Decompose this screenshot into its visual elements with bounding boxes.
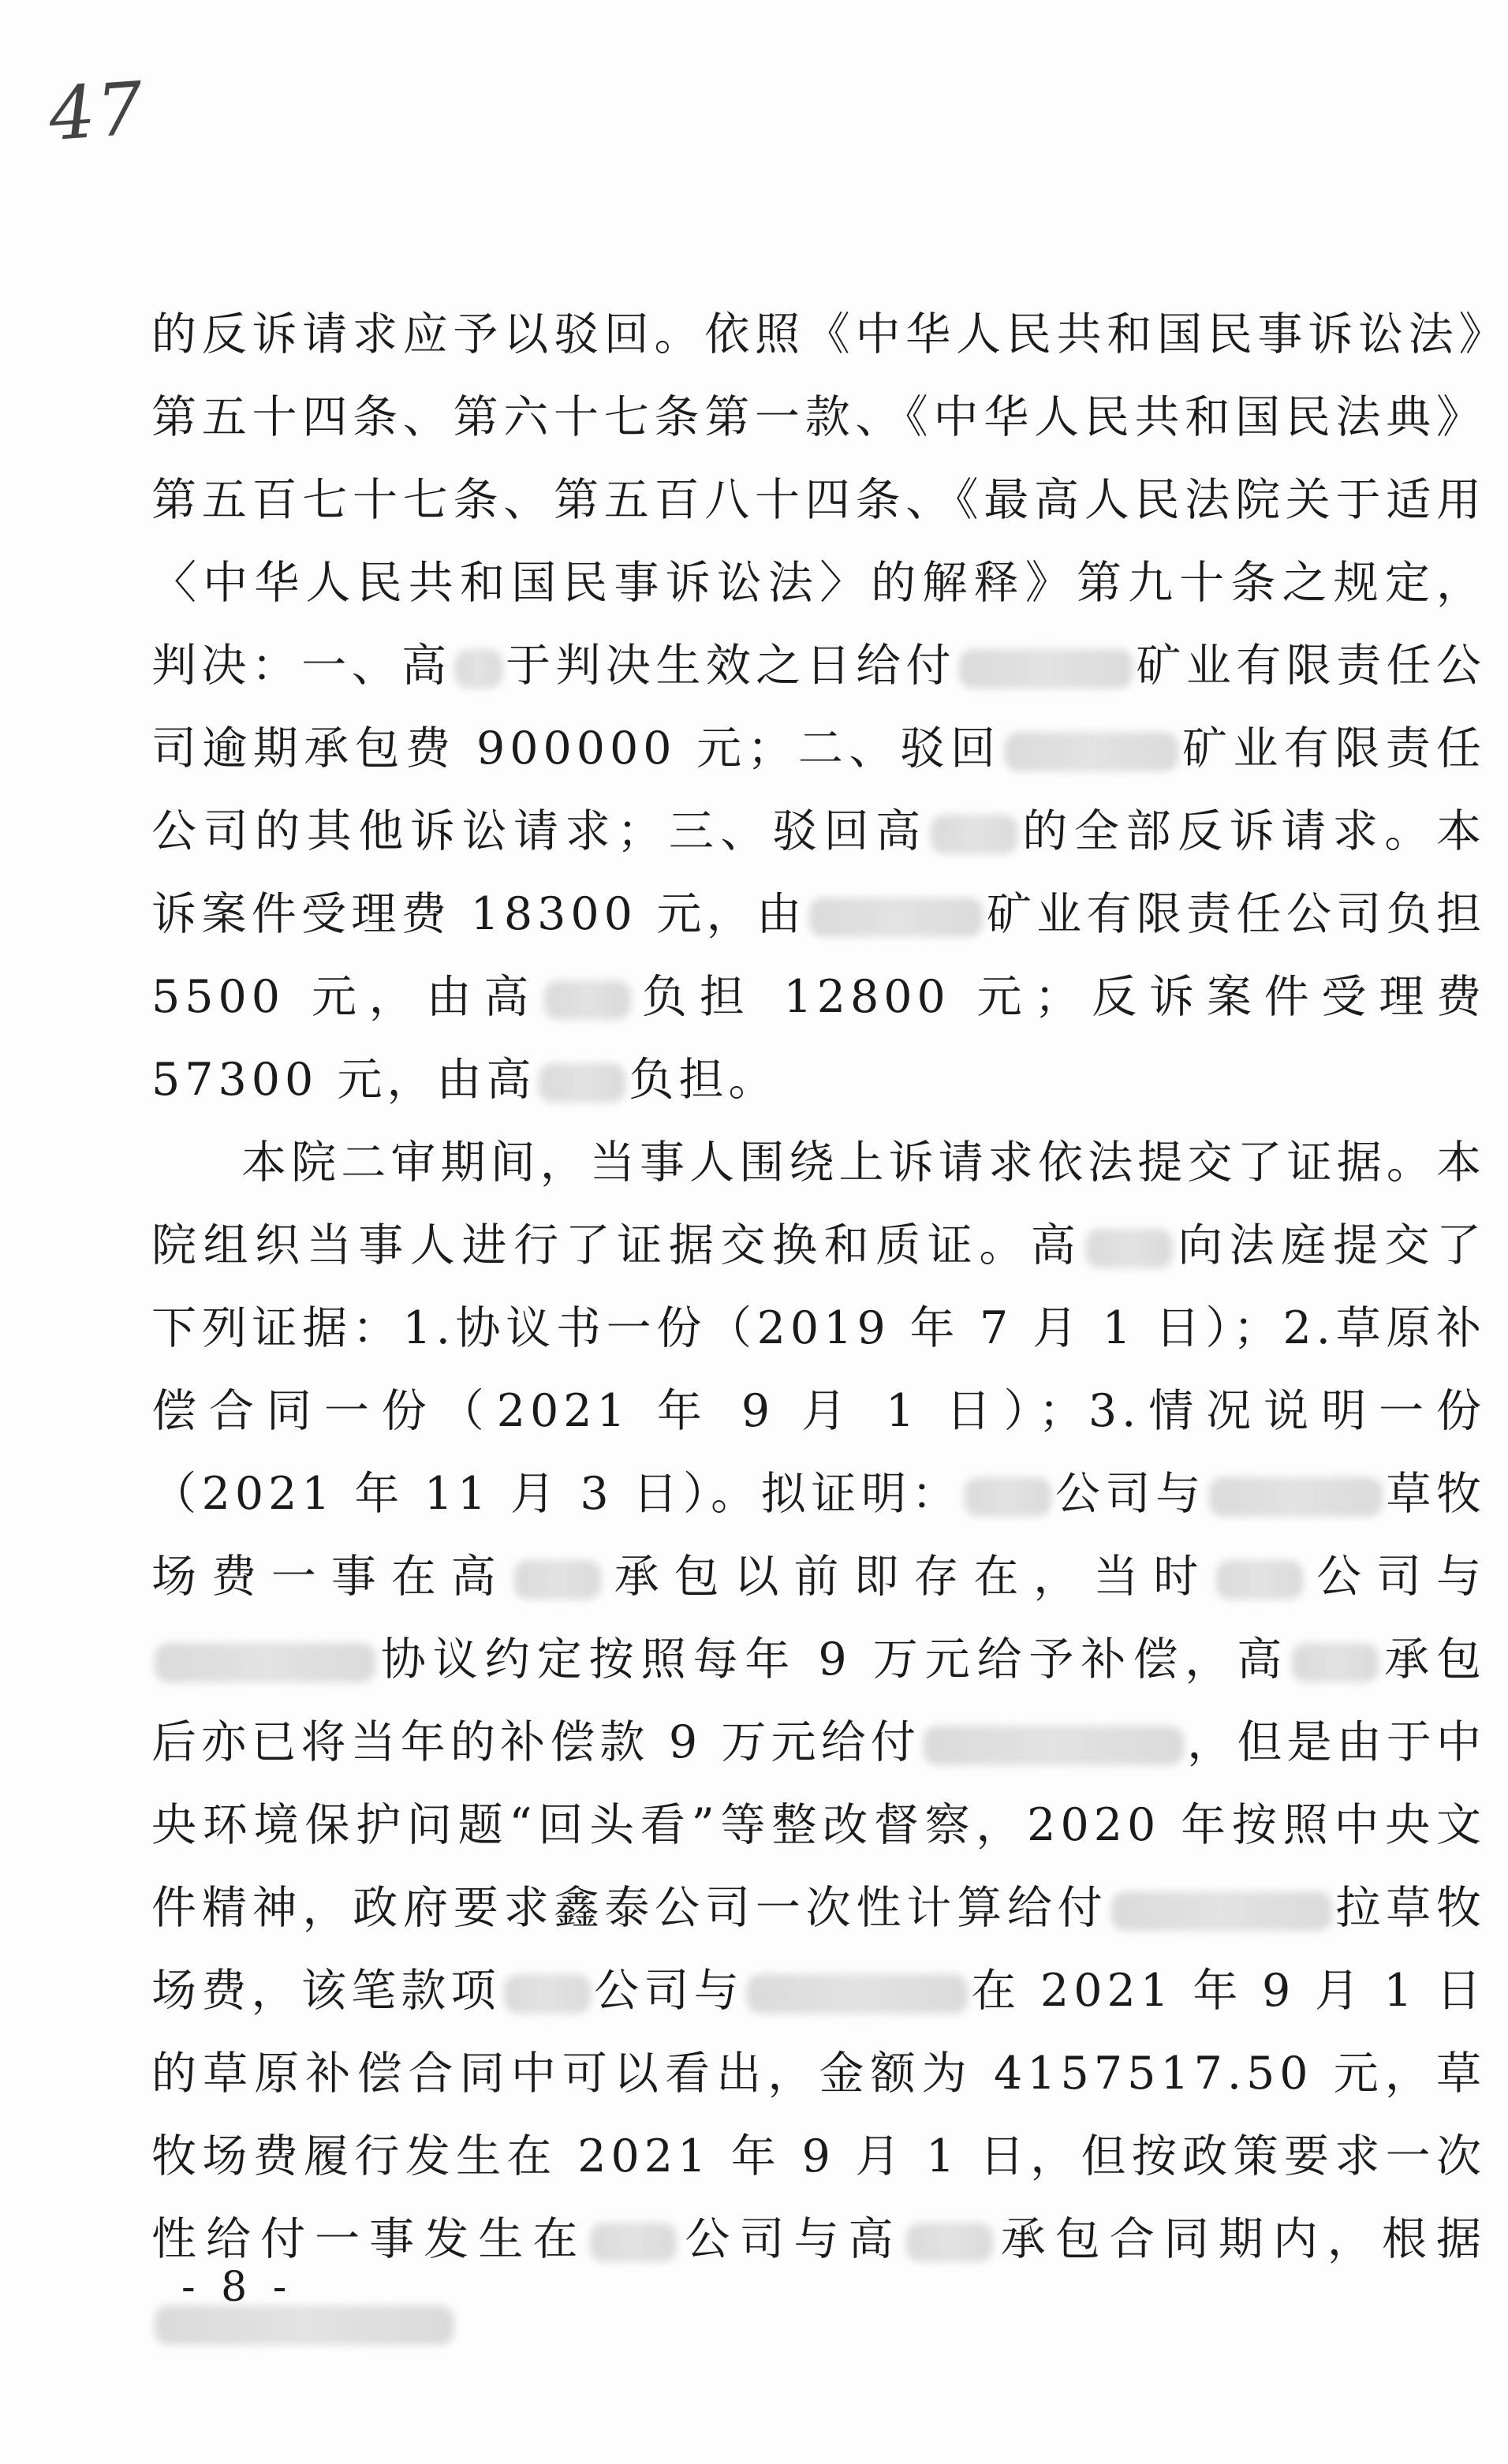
text-segment: 的反诉请求应予以驳回。依照《中华人民共和国民事诉讼法》第五十四条、第六十七条第一款、《中华人民共和国民法典》第五百七十七条、第五百八十四条、《最高人民法院关于适用〈中华人民共和国民事诉讼法〉的解释》第九十条之规定，判决：一、高: [151, 308, 1486, 692]
text-segment: 于判决生效之日给付: [505, 640, 956, 692]
text-segment: 的全部反诉请求。本诉案件受理费 18300 元，由: [151, 805, 1486, 940]
text-segment: 公司与: [1054, 1468, 1206, 1520]
redacted-company-short: [1216, 1560, 1303, 1600]
redacted-place-name: [1111, 1891, 1332, 1931]
text-segment: 向法庭提交了下列证据：1.协议书一份（2019 年 7 月 1 日）；2.草原补偿合同一份（2021 年 9 月 1 日）；3.情况说明一份（2021 年 11 月 3 日）。拟证明：: [151, 1219, 1486, 1520]
redacted-place-name: [924, 1726, 1184, 1765]
text-segment: 在 2021 年 9 月 1 日的草原补偿合同中可以看出，金额为 4157517.50 元，草牧场费履行发生在 2021 年 9 月 1 日，但按政策要求一次性给付一事发生在: [151, 1965, 1487, 2265]
redacted-company-name: [959, 649, 1133, 689]
redacted-name: [544, 980, 631, 1020]
text-segment: 负担。: [629, 1054, 778, 1106]
text-segment: 公司与: [1306, 1551, 1487, 1603]
text-segment: 承包以前即存在，当时: [603, 1551, 1214, 1603]
redacted-company-short: [965, 1477, 1051, 1517]
judgment-body-text: [151, 293, 1486, 2364]
redacted-name: [1292, 1643, 1379, 1682]
redacted-name: [514, 1560, 601, 1600]
redacted-name: [931, 815, 1017, 854]
text-segment: 矿业有限责任公司逾期承包费 900000 元；二、驳回: [151, 640, 1487, 775]
redacted-place-name: [155, 1643, 375, 1682]
paragraph-second-instance-evidence: [151, 1122, 1486, 2364]
redacted-name: [539, 1063, 625, 1103]
redacted-place-name: [747, 1974, 968, 2014]
redacted-name: [1086, 1229, 1173, 1268]
text-segment: 承包合同期内，根据: [995, 2213, 1487, 2265]
text-segment: ，但是由于中央环境保护问题“回头看”等整改督察，2020 年按照中央文件精神，政府要求鑫泰公司一次性计算给付: [151, 1716, 1486, 1934]
text-segment: 拉草牧场费，该笔款项: [151, 1882, 1487, 2017]
text-segment: 公司与: [593, 1965, 744, 2017]
text-segment: 负担 12800 元；反诉案件受理费 57300 元，由高: [151, 971, 1486, 1106]
paragraph-judgment: [151, 293, 1486, 1122]
text-segment: 公司与高: [680, 2213, 903, 2265]
text-segment: 承包后亦已将当年的补偿款 9 万元给付: [151, 1633, 1486, 1768]
redacted-name: [455, 649, 502, 689]
redacted-place-name: [155, 2305, 454, 2345]
redacted-company-name: [809, 898, 983, 937]
text-segment: 草牧场费一事在高: [151, 1468, 1487, 1603]
text-segment: 矿业有限责任公司的其他诉讼请求；三、驳回高: [151, 722, 1487, 857]
text-segment: 协议约定按照每年 9 万元给予补偿，高: [379, 1633, 1290, 1686]
text-segment: 矿业有限责任公司负担 5500 元，由高: [151, 888, 1487, 1023]
redacted-name: [906, 2223, 993, 2262]
redacted-company-name: [1005, 732, 1178, 771]
redacted-place-name: [1209, 1477, 1383, 1517]
redacted-company-short: [590, 2223, 677, 2262]
text-segment: 本院二审期间，当事人围绕上诉请求依法提交了证据。本院组织当事人进行了证据交换和质证。高: [151, 1137, 1486, 1271]
handwritten-page-mark: 47: [46, 65, 147, 158]
page-number: - 8 -: [181, 2264, 293, 2311]
redacted-company-short: [504, 1974, 591, 2014]
